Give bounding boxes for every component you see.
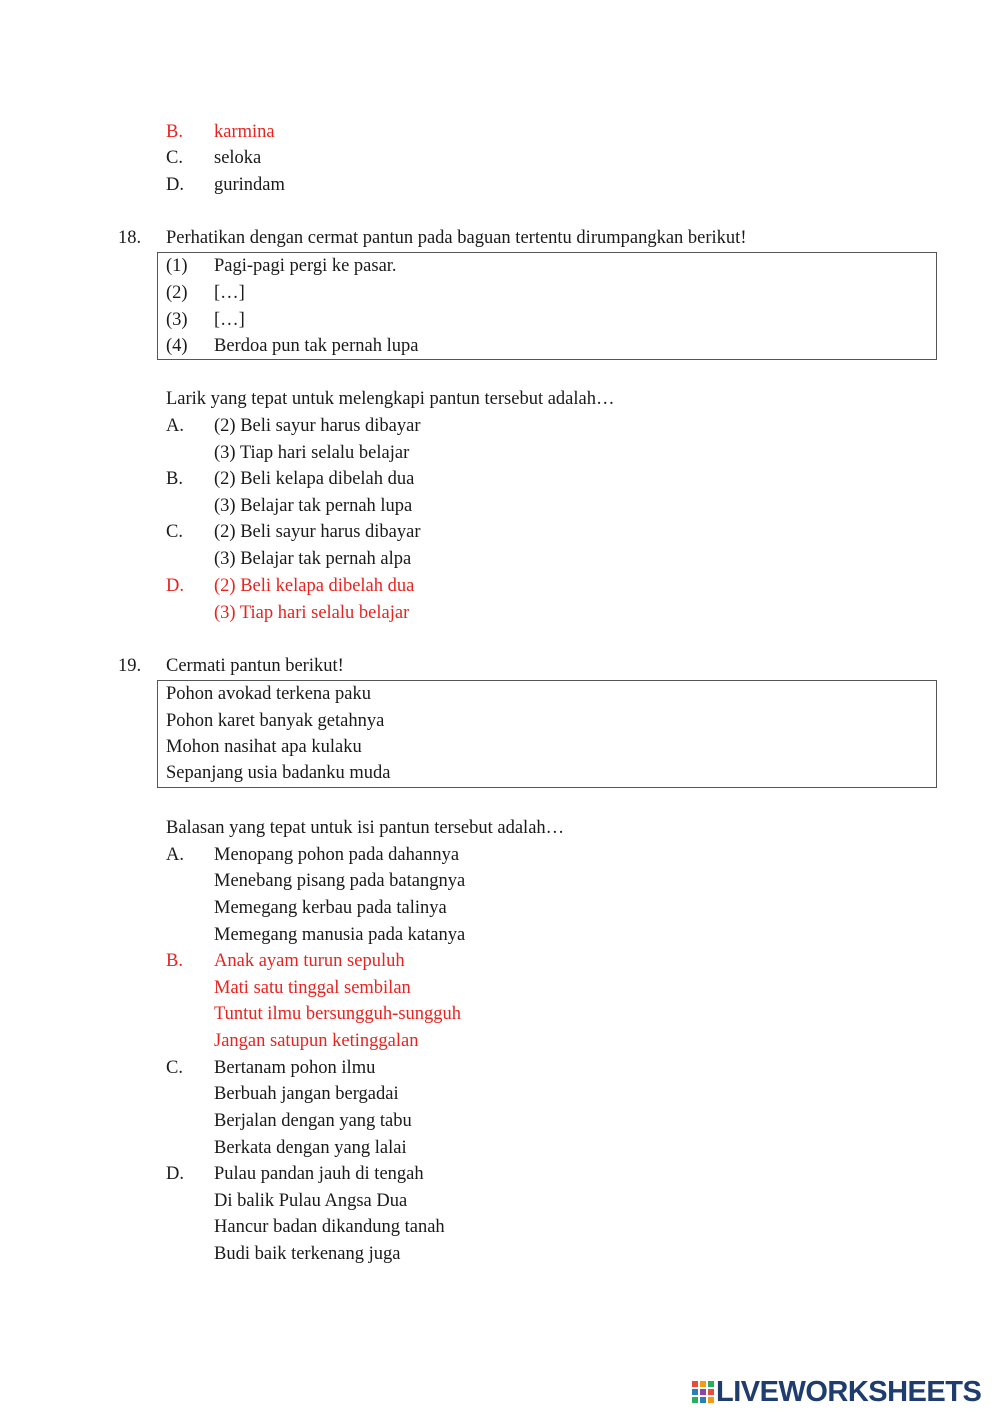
q18-box-line-num: (4): [166, 336, 188, 356]
q19-box-line: Mohon nasihat apa kulaku: [166, 737, 362, 757]
q19-option-d-label[interactable]: D.: [166, 1164, 184, 1184]
q17-option-b-text: karmina: [214, 122, 275, 142]
q18-box-line-text: […]: [214, 283, 245, 303]
q19-box-line: Pohon karet banyak getahnya: [166, 711, 385, 731]
q19-option-d-line: Budi baik terkenang juga: [214, 1244, 401, 1264]
q18-option-b-line: (3) Belajar tak pernah lupa: [214, 496, 413, 516]
q18-option-a-line: (3) Tiap hari selalu belajar: [214, 443, 410, 463]
q19-option-c-line: Bertanam pohon ilmu: [214, 1058, 376, 1078]
q17-option-c-label: C.: [166, 148, 183, 168]
q19-option-b-line: Jangan satupun ketinggalan: [214, 1031, 419, 1051]
q18-question: Larik yang tepat untuk melengkapi pantun tersebut adalah…: [166, 389, 615, 409]
q17-option-b-label: B.: [166, 122, 183, 142]
q18-box-line-text: […]: [214, 310, 245, 330]
q18-box-line-num: (3): [166, 310, 188, 330]
q19-prompt: Cermati pantun berikut!: [166, 656, 344, 676]
q18-option-d-line: (2) Beli kelapa dibelah dua: [214, 576, 415, 596]
q19-option-a-label[interactable]: A.: [166, 845, 184, 865]
q18-option-d-line: (3) Tiap hari selalu belajar: [214, 603, 410, 623]
q19-option-b-line: Mati satu tinggal sembilan: [214, 978, 411, 998]
liveworksheets-logo[interactable]: [692, 1376, 981, 1408]
q19-option-a-line: Memegang manusia pada katanya: [214, 925, 466, 945]
q19-option-c-line: Berjalan dengan yang tabu: [214, 1111, 412, 1131]
q18-option-a-label[interactable]: A.: [166, 416, 184, 436]
q19-option-b-line: Tuntut ilmu bersungguh-sungguh: [214, 1004, 462, 1024]
q19-option-c-line: Berkata dengan yang lalai: [214, 1138, 407, 1158]
q19-box-line: Pohon avokad terkena paku: [166, 684, 371, 704]
q19-option-d-line: Hancur badan dikandung tanah: [214, 1217, 445, 1237]
q17-option-d-text: gurindam: [214, 175, 285, 195]
liveworksheets-logo-icon: [692, 1381, 714, 1403]
q18-number: 18.: [118, 228, 142, 248]
q18-option-d-label[interactable]: D.: [166, 576, 184, 596]
q18-option-b-line: (2) Beli kelapa dibelah dua: [214, 469, 415, 489]
liveworksheets-logo-text: LIVEWORKSHEETS: [716, 1375, 982, 1408]
q18-box-line-num: (2): [166, 283, 188, 303]
q18-box-line-text: Berdoa pun tak pernah lupa: [214, 336, 419, 356]
q19-option-d-line: Di balik Pulau Angsa Dua: [214, 1191, 408, 1211]
q19-question: Balasan yang tepat untuk isi pantun tersebut adalah…: [166, 818, 565, 838]
q19-option-a-line: Memegang kerbau pada talinya: [214, 898, 447, 918]
q19-option-c-line: Berbuah jangan bergadai: [214, 1084, 399, 1104]
q19-box-line: Sepanjang usia badanku muda: [166, 763, 391, 783]
q19-number: 19.: [118, 656, 142, 676]
q17-option-c-text: seloka: [214, 148, 262, 168]
q18-box-line-num: (1): [166, 256, 188, 276]
q19-option-a-line: Menebang pisang pada batangnya: [214, 871, 466, 891]
q19-option-a-line: Menopang pohon pada dahannya: [214, 845, 460, 865]
q18-option-c-line: (2) Beli sayur harus dibayar: [214, 522, 421, 542]
q17-option-d-label: D.: [166, 175, 184, 195]
q18-option-c-line: (3) Belajar tak pernah alpa: [214, 549, 412, 569]
q19-option-b-label[interactable]: B.: [166, 951, 183, 971]
q19-option-d-line: Pulau pandan jauh di tengah: [214, 1164, 424, 1184]
q18-box-line-text: Pagi-pagi pergi ke pasar.: [214, 256, 397, 276]
q18-prompt: Perhatikan dengan cermat pantun pada baguan tertentu dirumpangkan berikut!: [166, 228, 747, 248]
q19-option-b-line: Anak ayam turun sepuluh: [214, 951, 405, 971]
q18-option-c-label[interactable]: C.: [166, 522, 183, 542]
q18-option-b-label[interactable]: B.: [166, 469, 183, 489]
q18-option-a-line: (2) Beli sayur harus dibayar: [214, 416, 421, 436]
q19-option-c-label[interactable]: C.: [166, 1058, 183, 1078]
